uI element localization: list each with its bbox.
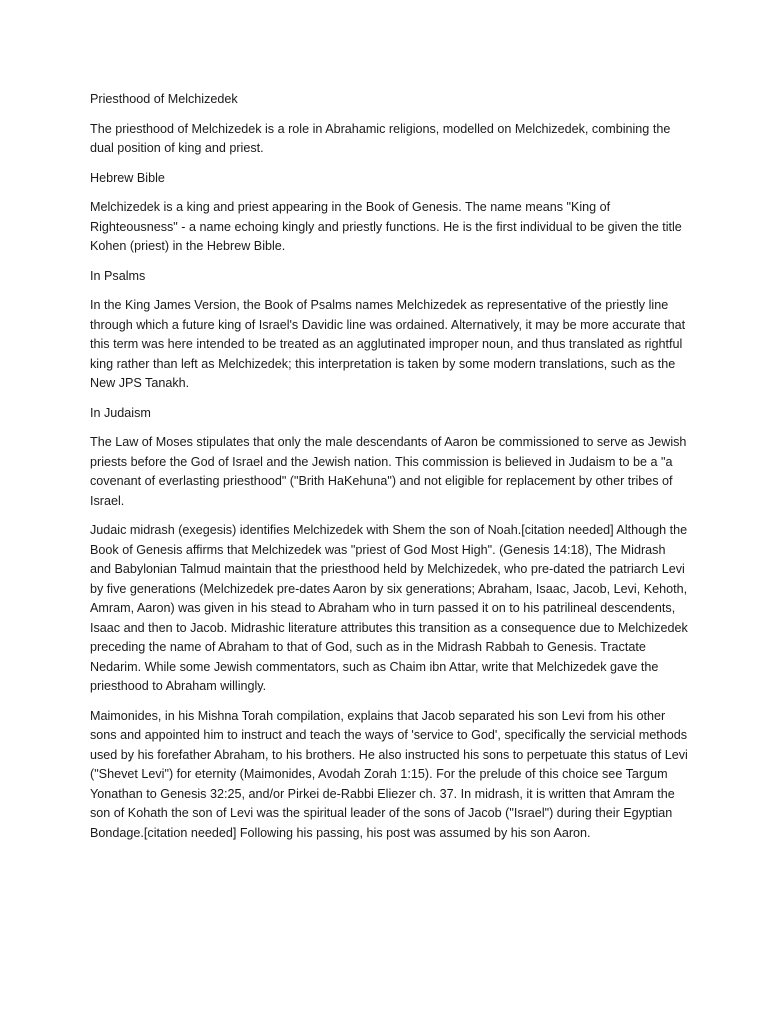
document-title: Priesthood of Melchizedek	[90, 92, 238, 106]
paragraph: Judaic midrash (exegesis) identifies Melchizedek with Shem the son of Noah.[citation needed] Although the Book of Genesis affirms that Melchizedek was "priest of God Most High". (Genesis 14:18), The Midrash and Babylonian Talmud maintain that the priesthood held by Melchizedek, who pre-dated the patriarch Levi by five generations (Melchizedek pre-dates Aaron by six generations; Abraham, Isaac, Jacob, Levi, Kehoth, Amram, Aaron) was given in his stead to Abraham who in turn passed it on to his patrilineal descendents, Isaac and then to Jacob. Midrashic literature attributes this transition as a consequence due to Melchizedek preceding the name of Abraham to that of God, such as in the Midrash Rabbah to Genesis. Tractate Nedarim. While some Jewish commentators, such as Chaim ibn Attar, write that Melchizedek gave the priesthood to Abraham willingly.	[90, 523, 688, 693]
paragraph: Melchizedek is a king and priest appearing in the Book of Genesis. The name means "King of Righteousness" - a name echoing kingly and priestly functions. He is the first individual to be given the title Kohen (priest) in the Hebrew Bible.	[90, 200, 682, 253]
section-heading-in-judaism: In Judaism	[90, 405, 151, 420]
paragraph: The Law of Moses stipulates that only the male descendants of Aaron be commissioned to serve as Jewish priests before the God of Israel and the Jewish nation. This commission is believed in Judaism to be a "a covenant of everlasting priesthood" ("Brith HaKehuna") and not eligible for replacement by other tribes of Israel.	[90, 435, 687, 508]
section-heading-hebrew-bible: Hebrew Bible	[90, 170, 165, 185]
document-page	[90, 90, 688, 853]
paragraph: Maimonides, in his Mishna Torah compilation, explains that Jacob separated his son Levi from his other sons and appointed him to instruct and teach the ways of 'service to God', specifically the servicial methods used by his forefather Abraham, to his brothers. He also instructed his sons to perpetuate this status of Levi ("Shevet Levi") for eternity (Maimonides, Avodah Zorah 1:15). For the prelude of this choice see Targum Yonathan to Genesis 32:25, and/or Pirkei de-Rabbi Eliezer ch. 37. In midrash, it is written that Amram the son of Kohath the son of Levi was the spiritual leader of the sons of Jacob ("Israel") during their Egyptian Bondage.[citation needed] Following his passing, his post was assumed by his son Aaron.	[90, 708, 688, 840]
paragraph: In the King James Version, the Book of Psalms names Melchizedek as representative of the priestly line through which a future king of Israel's Davidic line was ordained. Alternatively, it may be more accurate that this term was here intended to be treated as an agglutinated improper noun, and thus translated as rightful king rather than left as Melchizedek; this interpretation is taken by some modern translations, such as the New JPS Tanakh.	[90, 298, 686, 390]
section-heading-in-psalms: In Psalms	[90, 268, 146, 283]
intro-paragraph: The priesthood of Melchizedek is a role in Abrahamic religions, modelled on Melchizedek, combining the dual position of king and priest.	[90, 121, 671, 155]
